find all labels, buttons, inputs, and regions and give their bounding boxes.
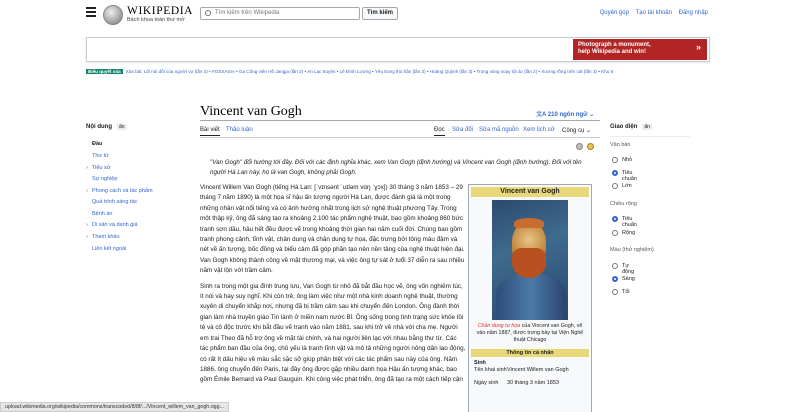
deletion-ticker <box>86 68 800 76</box>
ticker-text[interactable]: Xóa bài: Lối nói dối của người vợ (lần 2) • FOSSASIA • Ga Công viên Hồ Jangja (lần 2) • An Lạc truyện • Lê Đình Lượng • Yêu trong thù hận (lần 3) • Hoàng Quỳnh (lần 3) • Trong vòng xoay tội ác (lần 2) • Xương rồng trên cát (lần 3) • Khu 8 <box>125 69 614 74</box>
infobox-row: Ngày sinh 30 tháng 3 năm 1853 <box>474 380 559 386</box>
toc-item[interactable]: › Di sản và danh giá <box>86 222 138 228</box>
search-input[interactable] <box>200 7 360 20</box>
tab-article[interactable]: Bài viết <box>200 127 220 136</box>
wordmark[interactable] <box>127 5 193 24</box>
toc-item[interactable]: Sự nghiệp <box>92 176 118 182</box>
double-chevron-right-icon: » <box>695 42 701 52</box>
appearance-panel: Giao diện ẩn Văn bản Nhỏ Tiêu chuẩn Lớn Chiều rộng Tiêu chuẩn Rộng Màu (thử nghiệm) Tự động Sáng Tối <box>610 124 690 130</box>
tab-edit[interactable]: Sửa đổi <box>452 127 474 133</box>
page-tabs <box>200 127 600 137</box>
tab-read[interactable]: Đọc <box>434 127 445 136</box>
tab-talk[interactable]: Thảo luận <box>226 127 253 133</box>
tab-history[interactable]: Xem lịch sử <box>523 127 555 133</box>
chevron-right-icon[interactable]: › <box>86 234 88 240</box>
article-body <box>200 183 466 391</box>
donate-link[interactable]: Quyên góp <box>599 10 629 16</box>
text-size-group-label: Văn bản <box>610 142 631 148</box>
tab-edit-source[interactable]: Sửa mã nguồn <box>479 127 519 133</box>
infobox-subheader: Thông tin cá nhân <box>471 349 589 357</box>
toc-item[interactable]: Liên kết ngoài <box>92 246 127 252</box>
toc-item[interactable]: Thư từ <box>92 153 109 159</box>
translate-icon: 文A <box>536 112 548 118</box>
campaign-banner <box>86 37 710 62</box>
main-menu-icon[interactable] <box>86 7 96 17</box>
toc-heading: Nội dung ẩn <box>86 124 125 130</box>
lead-paragraph: Vincent Willem Van Gogh (tiếng Hà Lan: [ˈvɪnsənt ˈʋɪləm vɑŋ ˈɣɔx]) 30 tháng 3 năm 1853 – 29 tháng 7 năm 1890) là một họa sĩ hậu ấn tượng người Hà Lan, được đánh giá là một trong những nhân vật nổi tiếng và có ảnh hưởng nhất trong lịch sử nghệ thuật phương Tây. Trong một thập kỷ, ông đã sáng tạo ra khoảng 2.100 tác phẩm nghệ thuật, bao gồm khoảng 860 bức tranh sơn dầu, hầu hết đều được vẽ trong khoảng thời gian hai năm cuối đời. Chúng bao gồm tranh phong cảnh, tĩnh vật, chân dung và chân dung tự họa, đặc trưng bởi tông màu đậm và nét vẽ ấn tượng, bốc đồng và biểu cảm đã góp phần tạo nên nền tảng của nghệ thuật hiện đại. Van Gogh không thành công về mặt thương mại, và việc ông tự sát ở tuổi 37 diễn ra sau nhiều năm vật lộn với trầm cảm. <box>200 184 465 275</box>
language-button[interactable]: 文A 210 ngôn ngữ ⌄ <box>536 112 595 118</box>
user-links <box>595 10 708 16</box>
search-icon <box>205 10 211 16</box>
wordmark-title: WIKIPEDIA <box>127 5 194 17</box>
infobox-section: Sinh <box>474 360 486 366</box>
infobox-title: Vincent van Gogh <box>471 187 589 197</box>
chevron-right-icon[interactable]: › <box>86 188 88 194</box>
gear-icon[interactable] <box>576 143 583 150</box>
chevron-right-icon[interactable]: › <box>86 165 88 171</box>
toc-item[interactable]: Bệnh án <box>92 211 113 217</box>
search-placeholder: Tìm kiếm trên Wikipedia <box>215 10 280 16</box>
status-bar: upload.wikimedia.org/wikipedia/commons/transcoded/8/8f/.../Vincent_willem_van_gogh.ogg... <box>0 402 229 412</box>
ticker-tag: Biểu quyết xóa <box>88 69 121 74</box>
login-link[interactable]: Đăng nhập <box>678 10 708 16</box>
paragraph: Sinh ra trong một gia đình trung lưu, Van Gogh từ nhỏ đã bắt đầu học vẽ, ông vốn nghiêm túc, ít nói và hay suy nghĩ. Khi còn trẻ, ông làm việc như một nhà kinh doanh nghệ thuật, thường xuyên di chuyển khắp nơi, nhưng đã bị trầm cảm sau khi chuyển đến London. Ông đành thời gian làm nhà truyền giáo Tin lành ở miền nam nước Bỉ. Ông sống trong tình trạng sức khỏe tồi tệ và cô độc trước khi bắt đầu vẽ tranh vào năm 1881, sau khi trở về nhà với cha mẹ. Người em trai Theo đã hỗ trợ ông về mặt tài chính, và hai người liên lạc với nhau bằng thư từ. Các tác phẩm ban đầu của ông, chủ yếu là tranh tĩnh vật và mô tả những người nông dân lao động, có rất ít dấu hiệu về màu sắc sặc sỡ giúp phân biệt với các tác phẩm sau này của ông. Năm 1886, ông chuyển đến Paris, tại đây ông được gặp nhiều danh họa Hậu ấn tượng khác, bao gồm Émile Bernard và Paul Gauguin. Khi công việc phát triển, ông đã tạo ra một cách tiếp cận <box>200 282 466 384</box>
tabs-divider <box>200 137 600 138</box>
search-button[interactable]: Tìm kiếm <box>362 7 398 20</box>
page-title: Vincent van Gogh <box>200 104 302 119</box>
chevron-right-icon[interactable]: › <box>86 222 88 228</box>
color-group-label: Màu (thử nghiệm) <box>610 247 654 253</box>
table-of-contents <box>86 124 166 252</box>
site-header <box>0 0 800 30</box>
create-account-link[interactable]: Tạo tài khoản <box>635 10 672 16</box>
toc-item[interactable]: Đầu <box>92 141 103 147</box>
hatnote: "Van Gogh" đổi hướng tới đây. Đối với các định nghĩa khác, xem Van Gogh (định hướng) và Vincent van Gogh (định hướng). Đối với tên người Hà Lan này, họ là van Gogh, không phải Gogh. <box>210 159 582 176</box>
banner-cta-button[interactable] <box>573 39 707 60</box>
banner-cta-line1: Photograph a monument, <box>578 42 651 48</box>
featured-star-icon[interactable] <box>587 143 594 150</box>
width-group-label: Chiều rộng <box>610 201 637 207</box>
appearance-heading: Giao diện ẩn <box>610 124 650 130</box>
title-divider <box>200 120 600 121</box>
tools-menu[interactable]: Công cụ ⌄ <box>562 128 592 134</box>
toc-hide-button[interactable]: ẩn <box>119 124 125 130</box>
appearance-hide-button[interactable]: ẩn <box>644 124 650 130</box>
toc-item[interactable]: › Tiểu sử <box>86 165 111 171</box>
self-portrait-image[interactable] <box>492 200 568 320</box>
infobox <box>468 184 592 412</box>
wikipedia-globe-logo[interactable] <box>103 5 123 25</box>
toc-item[interactable]: › Phong cách và tác phẩm <box>86 188 153 194</box>
image-caption: Chân dung tự họa của Vincent van Gogh, vẽ vào năm 1887, được trưng bày tại Viện Nghệ thuật Chicago <box>476 323 584 343</box>
wordmark-tagline: Bách khoa toàn thư mở <box>127 17 185 23</box>
banner-cta-line2: help Wikipedia and win! <box>578 49 646 55</box>
toc-item[interactable]: › Tham khảo <box>86 234 120 240</box>
toc-item[interactable]: Quá trình sáng tác <box>92 199 138 205</box>
infobox-row: Tên khai sinh Vincent Willem van Gogh <box>474 367 569 373</box>
